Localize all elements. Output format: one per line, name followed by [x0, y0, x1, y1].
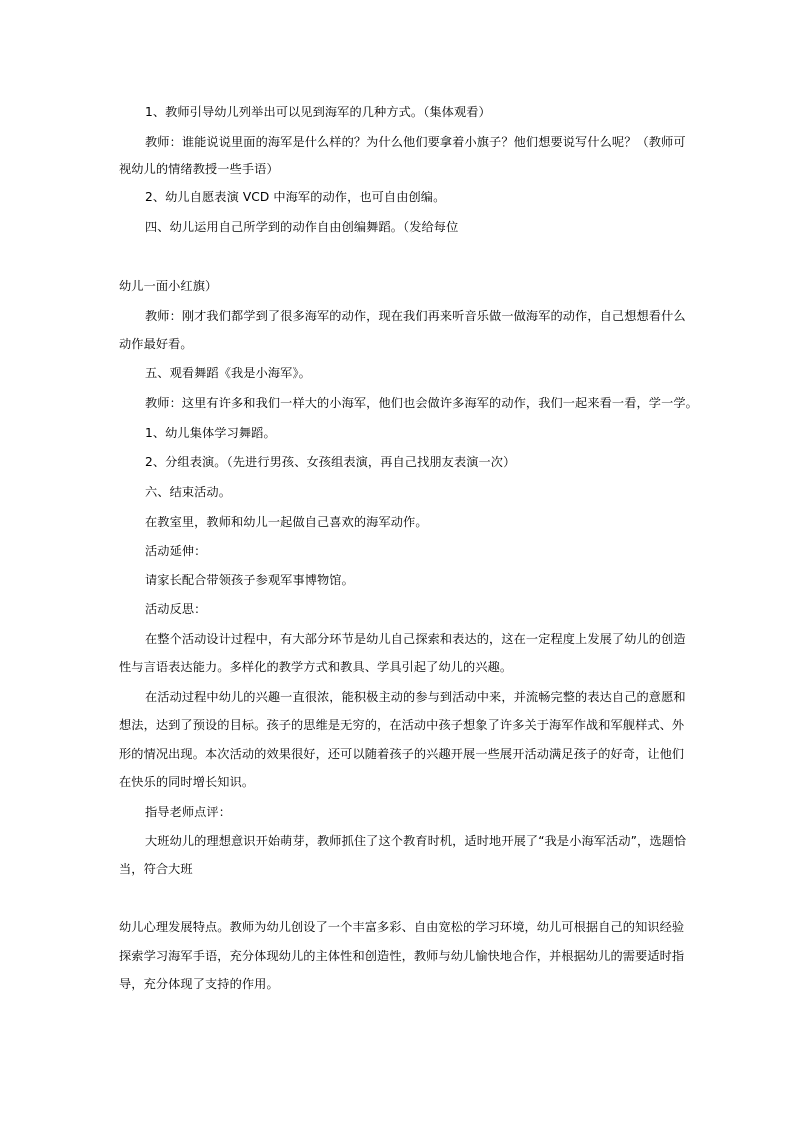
- paragraph-line-16: 请家长配合带领孩子参观军事博物馆。: [145, 573, 354, 587]
- paragraph-line-2: 教师：谁能说说里面的海军是什么样的？为什么他们要拿着小旗子？他们想要说写什么呢？（教师可: [145, 135, 686, 149]
- paragraph-line-12: 2、分组表演。（先进行男孩、女孩组表演，再自己找朋友表演一次）: [145, 455, 516, 469]
- paragraph-line-5: 四、幼儿运用自己所学到的动作自由创编舞蹈。（发给每位: [145, 220, 459, 234]
- paragraph-line-20: 在活动过程中幼儿的兴趣一直很浓，能积极主动的参与到活动中来，并流畅完整的表达自己的意愿和: [145, 690, 686, 704]
- paragraph-line-28: 探索学习海军手语，充分体现幼儿的主体性和创造性，教师与幼儿愉快地合作，并根据幼儿的需要适时指: [119, 949, 685, 963]
- paragraph-line-29: 导，充分体现了支持的作用。: [119, 977, 279, 991]
- paragraph-line-10: 教师：这里有许多和我们一样大的小海军，他们也会做许多海军的动作，我们一起来看一看，学一学。: [145, 396, 698, 410]
- paragraph-line-17: 活动反思：: [145, 602, 207, 616]
- paragraph-line-6: 幼儿一面小红旗）: [119, 279, 218, 293]
- paragraph-line-22: 形的情况出现。本次活动的效果很好，还可以随着孩子的兴趣开展一些展开活动满足孩子的好奇，让他们: [119, 747, 685, 761]
- paragraph-line-11: 1、幼儿集体学习舞蹈。: [145, 426, 276, 440]
- paragraph-line-24: 指导老师点评：: [145, 805, 232, 819]
- paragraph-line-27: 幼儿心理发展特点。教师为幼儿创设了一个丰富多彩、自由宽松的学习环境，幼儿可根据自己的知识经验: [119, 920, 685, 934]
- paragraph-line-4: 2、幼儿自愿表演 VCD 中海军的动作，也可自由创编。: [145, 190, 446, 204]
- paragraph-line-15: 活动延伸：: [145, 544, 207, 558]
- paragraph-line-8: 动作最好看。: [119, 337, 193, 351]
- paragraph-line-19: 性与言语表达能力。多样化的教学方式和教具、学具引起了幼儿的兴趣。: [119, 660, 513, 674]
- paragraph-line-13: 六、结束活动。: [145, 485, 232, 499]
- paragraph-line-9: 五、观看舞蹈《我是小海军》。: [145, 366, 311, 380]
- paragraph-line-18: 在整个活动设计过程中，有大部分环节是幼儿自己探索和表达的，这在一定程度上发展了幼儿的创造: [145, 632, 686, 646]
- paragraph-line-3: 视幼儿的情绪教授一些手语）: [119, 162, 279, 176]
- paragraph-line-1: 1、教师引导幼儿列举出可以见到海军的几种方式。（集体观看）: [145, 105, 491, 119]
- paragraph-line-21: 想法，达到了预设的目标。孩子的思维是无穷的，在活动中孩子想象了许多关于海军作战和军舰样式、外: [119, 718, 685, 732]
- paragraph-line-23: 在快乐的同时增长知识。: [119, 775, 255, 789]
- paragraph-line-14: 在教室里，教师和幼儿一起做自己喜欢的海军动作。: [145, 515, 428, 529]
- paragraph-line-25: 大班幼儿的理想意识开始萌芽，教师抓住了这个教育时机，适时地开展了“我是小海军活动”，选题恰: [145, 834, 687, 848]
- paragraph-line-26: 当，符合大班: [119, 862, 193, 876]
- paragraph-line-7: 教师：刚才我们都学到了很多海军的动作，现在我们再来听音乐做一做海军的动作，自己想想看什么: [145, 309, 686, 323]
